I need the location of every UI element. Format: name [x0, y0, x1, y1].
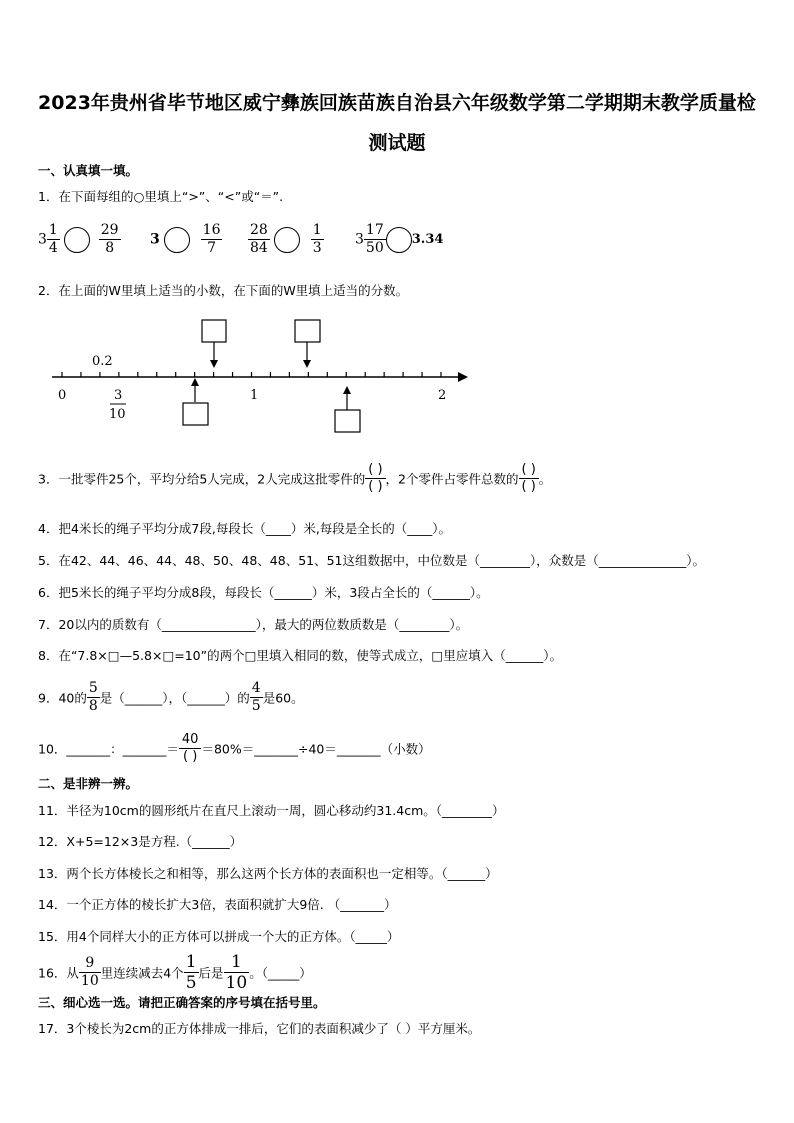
frac-den: 5 — [185, 973, 197, 993]
question-10-text — [38, 732, 431, 765]
q3-text-b: ，2个零件占零件总数的 — [385, 471, 519, 487]
question-6-text: 6．把5米长的绳子平均分成8段，每段长（______）米，3段占全长的（______）。 — [38, 585, 489, 600]
compare-circle[interactable] — [274, 227, 300, 253]
question-12-text: 12．X+5=12×3是方程.（______） — [38, 834, 243, 849]
q16-text-d: 。（_____） — [249, 965, 312, 981]
frac-num: 1 — [312, 222, 322, 238]
section-heading-fill: 一、认真填一填。 — [38, 163, 139, 178]
question-5-text: 5．在42、44、46、44、48、50、48、48、51、51这组数据中，中位数是（________），众数是（______________）。 — [38, 553, 706, 568]
q1-pair-4 — [355, 222, 443, 257]
compare-circle[interactable] — [386, 227, 412, 253]
question-13-text: 13．两个长方体棱长之和相等，那么这两个长方体的表面积也一定相等。（______） — [38, 866, 498, 881]
mixed-whole: 3 — [38, 231, 47, 248]
frac-num: 4 — [251, 680, 261, 696]
question-14-text: 14．一个正方体的棱长扩大3倍，表面积就扩大9倍. （_______） — [38, 897, 397, 912]
frac-label-den: 10 — [109, 407, 126, 422]
page-title-cont: 测试题 — [368, 132, 426, 154]
frac-den: 3 — [312, 240, 322, 256]
arrowhead-down-2 — [303, 360, 311, 368]
frac-den: 10 — [225, 973, 248, 993]
answer-box-bottom-2[interactable] — [335, 410, 360, 432]
q9-text-b: 是（______），（______）的 — [99, 690, 250, 706]
q1-pair-3 — [248, 222, 324, 257]
number-line-figure — [0, 310, 794, 440]
arrowhead-up-1 — [191, 378, 199, 386]
q10-text-a: 10．_______：_______＝ — [38, 741, 179, 757]
arrowhead-up-2 — [343, 386, 351, 394]
q1-pair-1 — [38, 222, 121, 257]
frac-den: 8 — [105, 240, 115, 256]
frac-num: 29 — [100, 222, 119, 238]
frac-num: 1 — [48, 222, 58, 238]
q3-text-c: 。 — [538, 471, 552, 487]
q16-text-c: 后是 — [198, 965, 224, 981]
question-11-text: 11．半径为10cm的圆形纸片在直尺上滚动一周，圆心移动约31.4cm。（________） — [38, 803, 505, 818]
arrowhead-down-1 — [210, 360, 218, 368]
question-15-text: 15．用4个同样大小的正方体可以拼成一个大的正方体。（_____） — [38, 929, 400, 944]
answer-denominator[interactable]: ( ) — [368, 479, 383, 494]
answer-denominator[interactable]: ( ) — [521, 479, 536, 494]
frac-den: 8 — [88, 698, 98, 714]
tick-label-0: 0 — [58, 388, 67, 403]
question-7-text: 7．20以内的质数有（_______________），最大的两位数质数是（________）。 — [38, 617, 469, 632]
compare-circle[interactable] — [64, 227, 90, 253]
answer-box-top-1[interactable] — [202, 320, 226, 342]
frac-num: 16 — [202, 222, 221, 238]
answer-denominator[interactable]: ( ) — [183, 749, 198, 764]
frac-label-num: 3 — [114, 388, 123, 403]
question-8-text: 8．在“7.8×□—5.8×□=10”的两个□里填入相同的数，使等式成立，□里应填入（______）。 — [38, 648, 562, 663]
tick-label-2: 2 — [438, 388, 447, 403]
decimal-value: 3.34 — [411, 232, 444, 247]
q10-text-b: ＝80%＝_______÷40＝_______（小数） — [201, 741, 431, 757]
q16-text-a: 16．从 — [38, 965, 79, 981]
frac-num: 1 — [185, 952, 197, 972]
frac-den: 10 — [80, 973, 99, 989]
question-2-text: 2．在上面的W里填上适当的小数，在下面的W里填上适当的分数。 — [38, 283, 409, 298]
question-17-text: 17．3个棱长为2cm的正方体排成一排后，它们的表面积减少了（ ）平方厘米。 — [38, 1021, 481, 1036]
question-4-text: 4．把4米长的绳子平均分成7段,每段长（____）米,每段是全长的（____）。 — [38, 521, 452, 536]
q9-text-c: 是60。 — [262, 690, 304, 706]
frac-den: 5 — [251, 698, 261, 714]
q16-text-b: 里连续减去4个 — [100, 965, 184, 981]
frac-num: 17 — [365, 222, 384, 238]
compare-circle[interactable] — [164, 227, 190, 253]
frac-num: 40 — [179, 732, 202, 749]
tick-marks — [62, 372, 441, 377]
frac-num: 1 — [224, 952, 250, 973]
frac-num: 5 — [88, 680, 98, 696]
mixed-whole: 3 — [355, 231, 364, 248]
frac-den: 4 — [48, 240, 58, 256]
whole-number: 3 — [150, 231, 160, 248]
q9-text-a: 9．40的 — [38, 690, 87, 706]
answer-numerator[interactable]: ( ) — [365, 462, 385, 479]
answer-box-bottom-1[interactable] — [183, 403, 208, 425]
answer-box-top-2[interactable] — [295, 320, 320, 342]
label-0-2: 0.2 — [92, 354, 113, 369]
frac-num: 9 — [79, 955, 101, 973]
frac-den: 50 — [365, 240, 384, 256]
answer-numerator[interactable]: ( ) — [519, 462, 539, 479]
frac-den: 7 — [207, 240, 217, 256]
q3-text-a: 3．一批零件25个，平均分给5人完成，2人完成这批零件的 — [38, 471, 366, 487]
q1-pair-2 — [150, 222, 222, 257]
question-9-text — [38, 680, 304, 715]
question-1-text: 1．在下面每组的○里填上“>”、“<”或“＝”. — [38, 189, 284, 204]
section-heading-judge: 二、是非辨一辨。 — [38, 776, 139, 791]
question-3-text — [38, 462, 551, 495]
axis-arrowhead — [458, 372, 468, 382]
frac-den: 84 — [250, 240, 268, 256]
tick-label-1: 1 — [250, 388, 259, 403]
page-title: 2023年贵州省毕节地区威宁彝族回族苗族自治县六年级数学第二学期期末教学质量检 — [38, 92, 756, 114]
question-16-text — [38, 952, 312, 993]
section-heading-choose: 三、细心选一选。请把正确答案的序号填在括号里。 — [38, 995, 326, 1010]
frac-num: 28 — [250, 222, 268, 238]
